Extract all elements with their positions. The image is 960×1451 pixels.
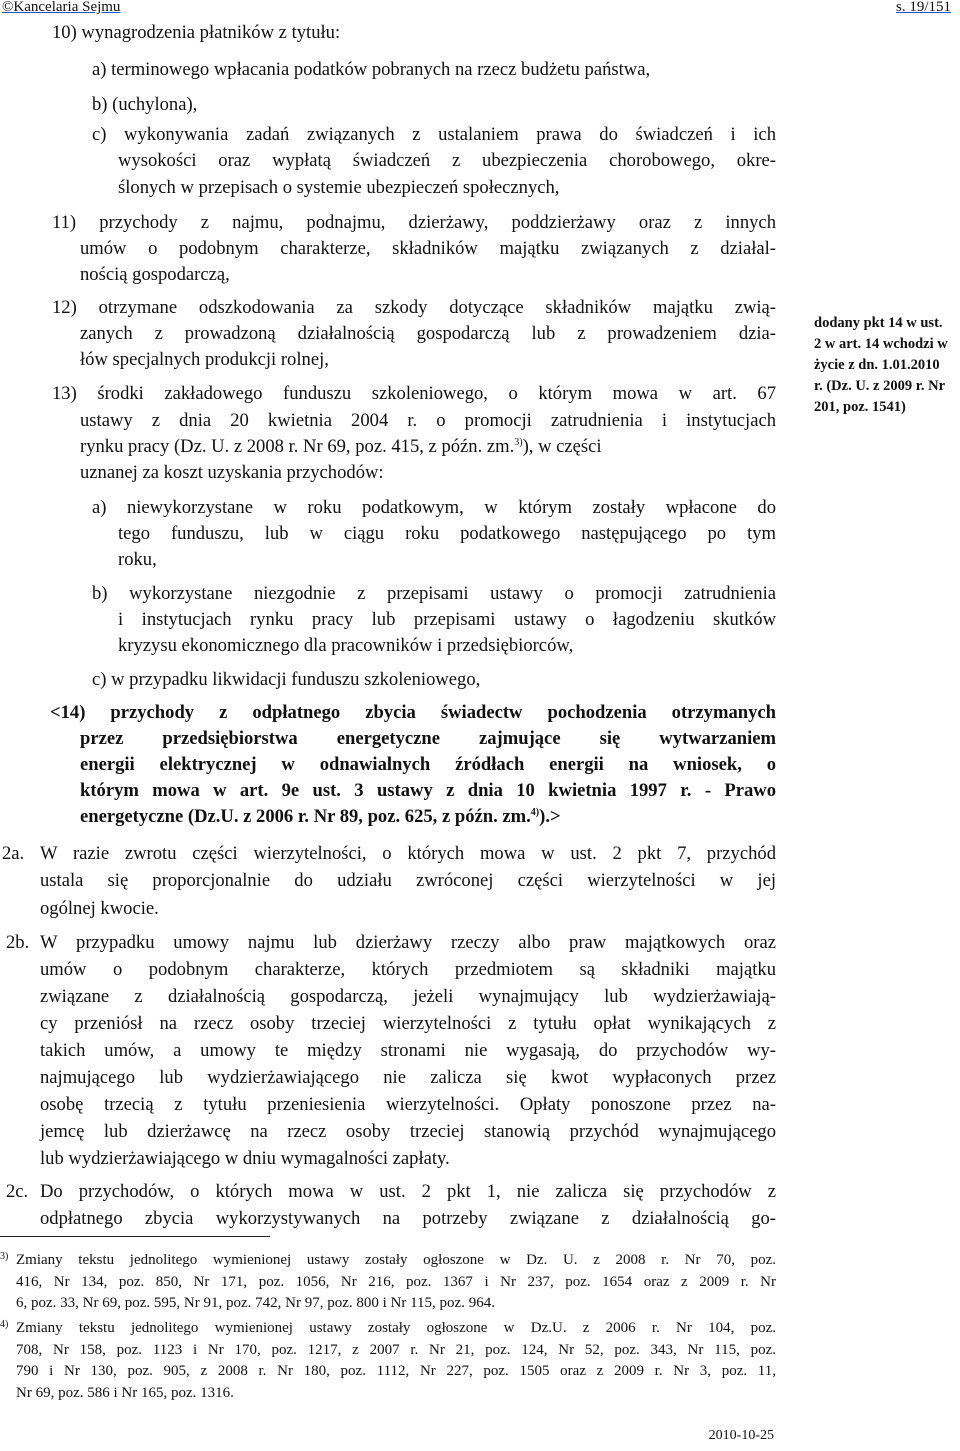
margin-note-line: 201, poz. 1541) bbox=[814, 399, 906, 415]
footnote-4-line1: Zmiany tekstu jednolitego wymienionej ustawy zostały ogłoszone w Dz.U. z 2006 r. Nr 104, poz. bbox=[16, 1320, 776, 1336]
para-2a-line3: ogólnej kwocie. bbox=[40, 898, 159, 919]
item-13a-line3: roku, bbox=[118, 549, 157, 570]
item-13b-line3: kryzysu ekonomicznego dla pracowników i przedsiębiorców, bbox=[118, 635, 574, 656]
item-14-line1: <14) przychody z odpłatnego zbycia świadectw pochodzenia otrzymanych bbox=[50, 702, 776, 723]
item-10-heading: 10) wynagrodzenia płatników z tytułu: bbox=[52, 22, 341, 43]
footnote-4-line4: Nr 69, poz. 586 i Nr 165, poz. 1316. bbox=[16, 1384, 234, 1401]
para-2b-line2: umów o podobnym charakterze, których przedmiotem są składniki majątku bbox=[40, 959, 776, 980]
para-2a-label: 2a. bbox=[2, 843, 25, 864]
header-source[interactable] bbox=[2, 0, 120, 16]
footnote-4 bbox=[0, 1318, 776, 1404]
margin-note-line: r. (Dz. U. z 2009 r. Nr bbox=[814, 378, 946, 394]
footnote-3 bbox=[0, 1250, 776, 1315]
footnote-ref-4[interactable]: 4) bbox=[530, 806, 540, 818]
item-14-line4: którym mowa w art. 9e ust. 3 ustawy z dnia 10 kwietnia 1997 r. - Prawo bbox=[80, 780, 776, 801]
item-10a: a) terminowego wpłacania podatków pobranych na rzecz budżetu państwa, bbox=[92, 59, 651, 80]
item-11-line1: 11) przychody z najmu, podnajmu, dzierżawy, poddzierżawy oraz z innych bbox=[52, 212, 776, 233]
footer-date: 2010-10-25 bbox=[708, 1428, 774, 1443]
margin-note-line: życie z dn. 1.01.2010 bbox=[814, 357, 940, 373]
source-link[interactable]: ©Kancelaria Sejmu bbox=[2, 0, 121, 15]
item-12-line2: zanych z prowadzoną działalnością gospodarczą lub z prowadzeniem dzia- bbox=[80, 323, 776, 344]
item-10c-line1: c) wykonywania zadań związanych z ustalaniem prawa do świadczeń i ich bbox=[92, 124, 776, 145]
para-2b-line7: osobę trzecią z tytułu przeniesienia wierzytelności. Opłaty ponoszone przez na- bbox=[40, 1094, 776, 1115]
item-12-line1: 12) otrzymane odszkodowania za szkody dotyczące składników majątku zwią- bbox=[52, 297, 776, 318]
para-2b-line8: jemcę lub dzierżawcę na rzecz osoby trzeciej stanowią przychód wynajmującego bbox=[40, 1121, 776, 1142]
item-13-line2: ustawy z dnia 20 kwietnia 2004 r. o promocji zatrudnienia i instytucjach bbox=[80, 410, 776, 431]
para-2b-line5: takich umów, a umowy te między stronami nie wygasają, do przychodów wy- bbox=[40, 1040, 776, 1061]
item-13b-line1: b) wykorzystane niezgodnie z przepisami ustawy o promocji zatrudnienia bbox=[92, 583, 776, 604]
margin-note-line: dodany pkt 14 w ust. bbox=[814, 315, 943, 331]
para-2c-line2: odpłatnego zbycia wykorzystywanych na potrzeby związane z działalnością go- bbox=[40, 1208, 776, 1229]
para-2a-line2: ustala się proporcjonalnie do udziału zwróconej części wierzytelności w jej bbox=[40, 870, 776, 891]
para-2b-line9: lub wydzierżawiającego w dniu wymagalności zapłaty. bbox=[40, 1148, 450, 1169]
item-12-line3: łów specjalnych produkcji rolnej, bbox=[80, 349, 329, 370]
item-13-line1: 13) środki zakładowego funduszu szkoleniowego, o którym mowa w art. 67 bbox=[52, 383, 776, 404]
item-13-line4: uznanej za koszt uzyskania przychodów: bbox=[80, 462, 384, 483]
footnote-ref-3[interactable]: 3) bbox=[514, 436, 523, 448]
footnote-4-line2: 708, Nr 158, poz. 1123 i Nr 170, poz. 1217, z 2007 r. Nr 21, poz. 124, Nr 52, poz. 343, Nr 115, poz. bbox=[16, 1341, 776, 1358]
item-13b-line2: i instytucjach rynku pracy lub przepisami ustawy o łagodzeniu skutków bbox=[118, 609, 776, 630]
item-13-line3 bbox=[80, 433, 776, 460]
item-13c: c) w przypadku likwidacji funduszu szkoleniowego, bbox=[92, 669, 481, 690]
footnote-separator bbox=[0, 1236, 270, 1237]
item-13-line3-text: rynku pracy (Dz. U. z 2008 r. Nr 69, poz. 415, z późn. zm.$^{3)}$), w części bbox=[80, 436, 602, 457]
para-2c-label: 2c. bbox=[6, 1181, 29, 1202]
item-13a-line2: tego funduszu, lub w ciągu roku podatkowego następującego po tym bbox=[118, 523, 776, 544]
footnote-3-line2: 416, Nr 134, poz. 850, Nr 171, poz. 1056, Nr 216, poz. 1367 i Nr 237, poz. 1654 oraz z 2009 r. Nr bbox=[16, 1273, 776, 1290]
footnote-4-number: 4) bbox=[0, 1319, 9, 1330]
para-2b-line4: cy przeniósł na rzecz osoby trzeciej wierzytelności z tytułu opłat wynikających z bbox=[40, 1013, 776, 1034]
item-14-line5: energetyczne (Dz.U. z 2006 r. Nr 89, poz. 625, z późn. zm.$^{4)}$).> bbox=[80, 806, 561, 827]
page-number-link[interactable]: s. 19/151 bbox=[895, 0, 951, 15]
footnote-3-line1: Zmiany tekstu jednolitego wymienionej ustawy zostały ogłoszone w Dz. U. z 2008 r. Nr 70, poz. bbox=[16, 1252, 776, 1268]
footnote-3-line3: 6, poz. 33, Nr 69, poz. 595, Nr 91, poz. 742, Nr 97, poz. 800 i Nr 115, poz. 964. bbox=[16, 1295, 495, 1311]
item-14-line3: energii elektrycznej w odnawialnych źródłach energii na wniosek, o bbox=[80, 754, 776, 775]
item-11-line2: umów o podobnym charakterze, składników majątku związanych z działal- bbox=[80, 238, 776, 259]
para-2b-line1: W przypadku umowy najmu lub dzierżawy rzeczy albo praw majątkowych oraz bbox=[40, 932, 776, 953]
footnote-4-line3: 790 i Nr 130, poz. 905, z 2008 r. Nr 180, poz. 1112, Nr 227, poz. 1505 oraz z 2009 r. Nr 3, poz. 11, bbox=[16, 1363, 776, 1379]
item-10b: b) (uchylona), bbox=[92, 94, 198, 115]
para-2b-line3: związane z działalnością gospodarczą, jeżeli wynajmujący lub wydzierżawiają- bbox=[40, 986, 776, 1007]
margin-note bbox=[814, 313, 960, 418]
para-2b-label: 2b. bbox=[6, 932, 30, 953]
page-number[interactable] bbox=[896, 0, 951, 16]
margin-note-line: 2 w art. 14 wchodzi w bbox=[814, 336, 948, 352]
para-2b-line6: najmującego lub wydzierżawiającego nie zalicza się kwot wypłaconych przez bbox=[40, 1067, 776, 1088]
footnote-3-number: 3) bbox=[0, 1251, 9, 1262]
para-2a-line1: W razie zwrotu części wierzytelności, o których mowa w ust. 2 pkt 7, przychód bbox=[40, 843, 776, 864]
item-10c-line2: wysokości oraz wypłatą świadczeń z ubezpieczenia chorobowego, okre- bbox=[118, 150, 776, 171]
para-2c-line1: Do przychodów, o których mowa w ust. 2 pkt 1, nie zalicza się przychodów z bbox=[40, 1181, 776, 1202]
item-14-line2: przez przedsiębiorstwa energetyczne zajmujące się wytwarzaniem bbox=[80, 728, 776, 749]
item-11-line3: nością gospodarczą, bbox=[80, 264, 230, 285]
item-10c-line3: ślonych w przepisach o systemie ubezpieczeń społecznych, bbox=[118, 177, 560, 198]
item-13a-line1: a) niewykorzystane w roku podatkowym, w którym zostały wpłacone do bbox=[92, 497, 776, 518]
